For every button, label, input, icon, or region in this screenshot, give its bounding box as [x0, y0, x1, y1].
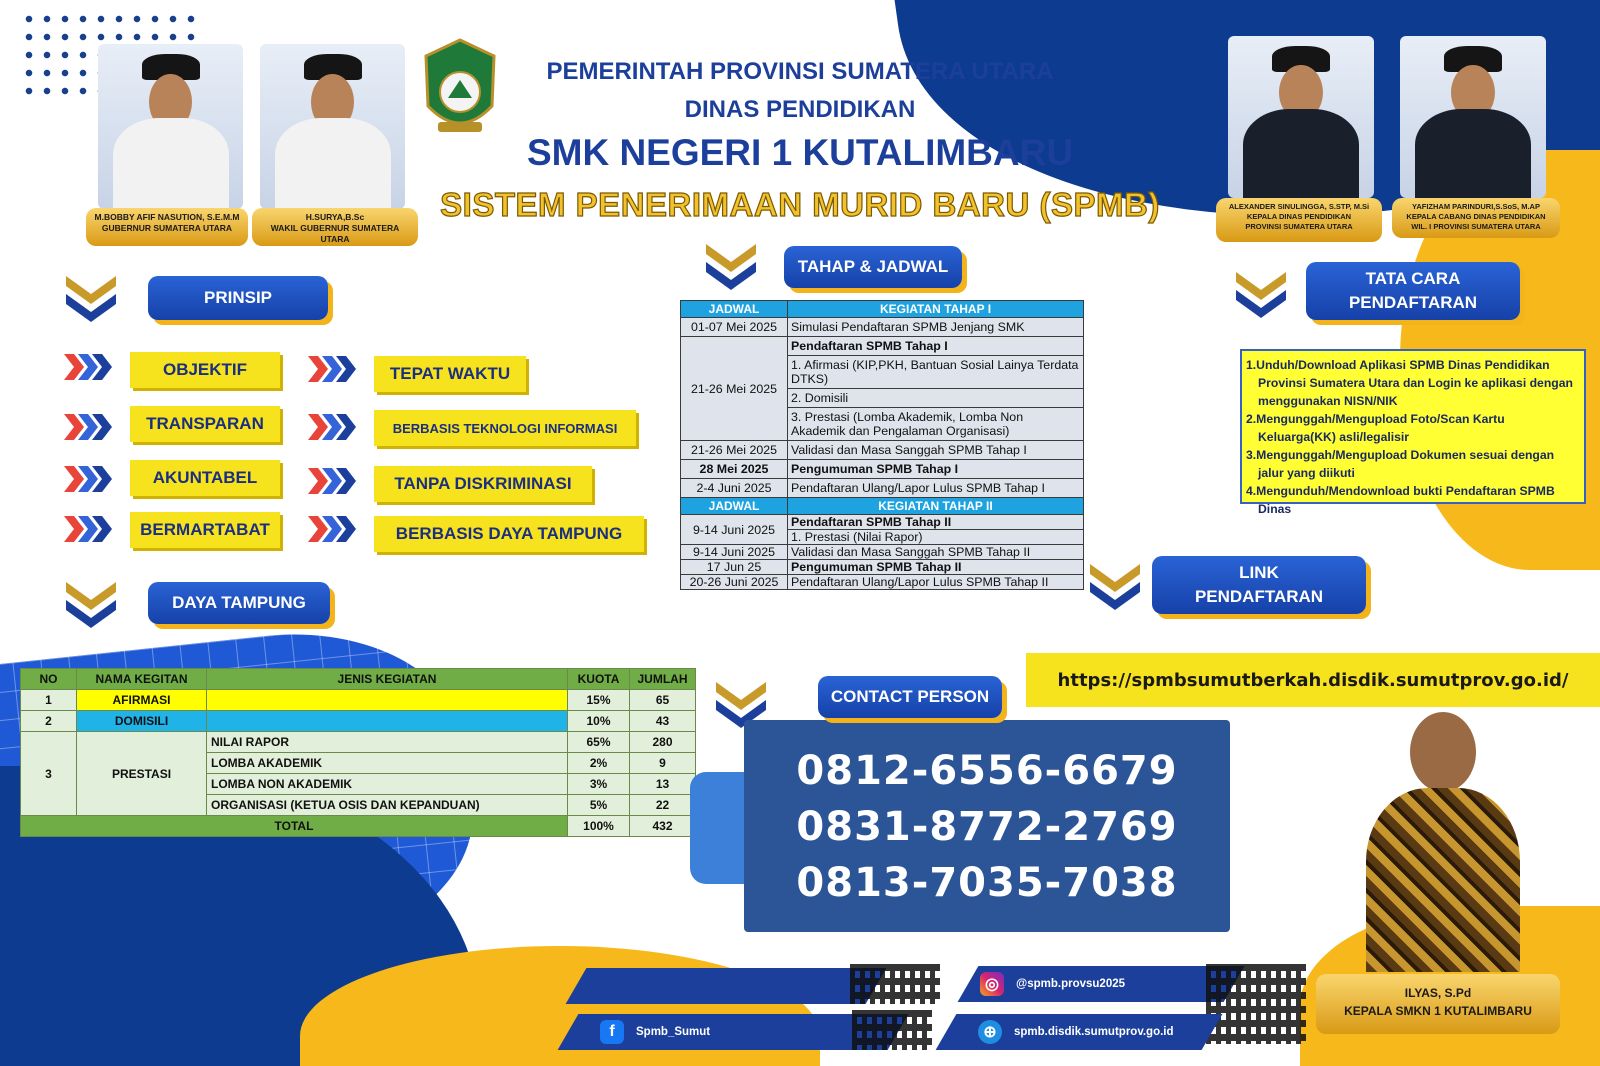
head-agency-title2: PROVINSI SUMATERA UTARA: [1245, 222, 1353, 231]
principal-photo: [1352, 708, 1534, 972]
cell: 20-26 Juni 2025: [681, 575, 788, 590]
cell: 9: [630, 753, 696, 774]
table-row: [21, 711, 696, 732]
principle-tanpa-diskriminasi: TANPA DISKRIMINASI: [374, 466, 592, 502]
quota-table: [20, 668, 696, 837]
triple-arrow-icon: [308, 466, 358, 496]
head-agency-nameplate: [1216, 198, 1382, 242]
step-item: 2.Mengunggah/Mengupload Foto/Scan Kartu Keluarga(KK) asli/legalisir: [1246, 412, 1505, 444]
table-row: [681, 337, 1084, 356]
table-row: [681, 575, 1084, 590]
registration-link[interactable]: https://spmbsumutberkah.disdik.sumutprov.go.id/: [1026, 653, 1600, 707]
principal-name: ILYAS, S.Pd: [1404, 986, 1472, 1000]
col-jumlah: JUMLAH: [630, 669, 696, 690]
cell: Pengumuman SPMB Tahap I: [788, 460, 1084, 479]
principle-teknologi: BERBASIS TEKNOLOGI INFORMASI: [374, 410, 636, 446]
vice-governor-photo: [260, 44, 405, 209]
cell: 3%: [568, 774, 630, 795]
link-section-header: [1152, 556, 1366, 614]
cell: Simulasi Pendaftaran SPMB Jenjang SMK: [788, 318, 1084, 337]
cell: 21-26 Mei 2025: [681, 441, 788, 460]
principle-akuntabel: AKUNTABEL: [130, 460, 280, 496]
table-header-row: [21, 669, 696, 690]
triple-arrow-icon: [308, 354, 358, 384]
principal-title: KEPALA SMKN 1 KUTALIMBARU: [1344, 1004, 1532, 1018]
table-row: [681, 515, 1084, 530]
table-row: [681, 441, 1084, 460]
cell: 2: [21, 711, 77, 732]
cell: DOMISILI: [77, 711, 207, 732]
table-total-row: [21, 816, 696, 837]
cell: 21-26 Mei 2025: [681, 337, 788, 441]
cell: 9-14 Juni 2025: [681, 545, 788, 560]
cell: Validasi dan Masa Sanggah SPMB Tahap I: [788, 441, 1084, 460]
double-chevron-icon: [1086, 560, 1144, 614]
head-agency-title: KEPALA DINAS PENDIDIKAN: [1246, 212, 1352, 221]
cell: 43: [630, 711, 696, 732]
cell: 17 Jun 25: [681, 560, 788, 575]
cell: 100%: [568, 816, 630, 837]
cell: LOMBA AKADEMIK: [207, 753, 568, 774]
col-jadwal: JADWAL: [681, 301, 788, 318]
instagram-icon: ◎: [980, 972, 1004, 996]
principle-tepat-waktu: TEPAT WAKTU: [374, 356, 526, 392]
cell: 280: [630, 732, 696, 753]
col-jadwal: JADWAL: [681, 498, 788, 515]
cell: Pengumuman SPMB Tahap II: [788, 560, 1084, 575]
cell: Pendaftaran SPMB Tahap II: [788, 515, 1084, 530]
cell: 1. Afirmasi (KIP,PKH, Bantuan Sosial Lainya Terdata DTKS): [788, 356, 1084, 389]
table-row: [681, 560, 1084, 575]
cell: 1. Prestasi (Nilai Rapor): [788, 530, 1084, 545]
cell: 13: [630, 774, 696, 795]
facebook-icon: f: [600, 1020, 624, 1044]
cell: 65%: [568, 732, 630, 753]
cell: 22: [630, 795, 696, 816]
cell: Pendaftaran Ulang/Lapor Lulus SPMB Tahap II: [788, 575, 1084, 590]
step-item: 1.Unduh/Download Aplikasi SPMB Dinas Pendidikan Provinsi Sumatera Utara dan Login ke aplikasi dengan menggunakan NISN/NIK: [1246, 358, 1573, 408]
cell: Validasi dan Masa Sanggah SPMB Tahap II: [788, 545, 1084, 560]
branch-head-name: YAFIZHAM PARINDURI,S.SoS, M.AP: [1412, 202, 1540, 211]
header-line1: PEMERINTAH PROVINSI SUMATERA UTARA: [546, 58, 1054, 85]
cell: Pendaftaran SPMB Tahap I: [788, 337, 1084, 356]
branch-head-photo: [1400, 36, 1546, 198]
step-item: 4.Mengunduh/Mendownload bukti Pendaftaran SPMB Dinas: [1246, 484, 1555, 516]
social-bar: [566, 968, 887, 1004]
facebook-link[interactable]: [600, 1020, 710, 1044]
col-kegiatan: KEGIATAN TAHAP I: [788, 301, 1084, 318]
cell: 1: [21, 690, 77, 711]
qr-pattern: [1206, 964, 1306, 1044]
col-no: NO: [21, 669, 77, 690]
branch-head-nameplate: [1392, 198, 1560, 238]
cell: 3. Prestasi (Lomba Akademik, Lomba Non Akademik dan Pengalaman Organisasi): [788, 408, 1084, 441]
col-kegiatan: KEGIATAN TAHAP II: [788, 498, 1084, 515]
triple-arrow-icon: [64, 514, 114, 544]
double-chevron-icon: [62, 272, 120, 326]
double-chevron-icon: [702, 240, 760, 294]
col-nama: NAMA KEGITAN: [77, 669, 207, 690]
vice-governor-name: H.SURYA,B.Sc: [305, 212, 365, 222]
table-header-row: [681, 301, 1084, 318]
instagram-handle: @spmb.provsu2025: [1016, 978, 1126, 990]
table-row: [681, 545, 1084, 560]
cell: 28 Mei 2025: [681, 460, 788, 479]
branch-head-title: KEPALA CABANG DINAS PENDIDIKAN: [1406, 212, 1546, 221]
phone-number[interactable]: 0813-7035-7038: [796, 860, 1178, 906]
triple-arrow-icon: [64, 464, 114, 494]
daya-tampung-section-header: DAYA TAMPUNG: [148, 582, 330, 624]
registration-steps-box: [1240, 349, 1586, 516]
cell: 5%: [568, 795, 630, 816]
cell: 2. Domisili: [788, 389, 1084, 408]
cell: 01-07 Mei 2025: [681, 318, 788, 337]
tata-cara-line1: TATA CARA: [1365, 269, 1461, 288]
cell: Pendaftaran Ulang/Lapor Lulus SPMB Tahap I: [788, 479, 1084, 498]
qr-pattern: [850, 964, 940, 1004]
table-row: [21, 732, 696, 753]
globe-icon: ⊕: [978, 1020, 1002, 1044]
governor-name: M.BOBBY AFIF NASUTION, S.E.M.M: [94, 212, 240, 222]
table-row: [21, 690, 696, 711]
triple-arrow-icon: [308, 412, 358, 442]
triple-arrow-icon: [64, 412, 114, 442]
cell: LOMBA NON AKADEMIK: [207, 774, 568, 795]
governor-nameplate: [86, 208, 248, 246]
principle-transparan: TRANSPARAN: [130, 406, 280, 442]
principle-bermartabat: BERMARTABAT: [130, 512, 280, 548]
principle-daya-tampung: BERBASIS DAYA TAMPUNG: [374, 516, 644, 552]
cell: 2%: [568, 753, 630, 774]
cell: 65: [630, 690, 696, 711]
governor-photo: [98, 44, 243, 209]
cell: 432: [630, 816, 696, 837]
header-line2: DINAS PENDIDIKAN: [684, 96, 916, 123]
vice-governor-nameplate: [252, 208, 418, 246]
head-agency-name: ALEXANDER SINULINGGA, S.STP, M.Si: [1228, 202, 1370, 211]
contact-person-section-header: CONTACT PERSON: [818, 676, 1002, 718]
cell: [207, 711, 568, 732]
table-header-row: [681, 498, 1084, 515]
cell: AFIRMASI: [77, 690, 207, 711]
double-chevron-icon: [1232, 268, 1290, 322]
link-line1: LINK: [1239, 563, 1279, 582]
cell: 9-14 Juni 2025: [681, 515, 788, 545]
table-row: [681, 460, 1084, 479]
principal-nameplate: [1316, 974, 1560, 1034]
principle-objektif: OBJEKTIF: [130, 352, 280, 388]
website-link[interactable]: [978, 1020, 1174, 1044]
prinsip-section-header: PRINSIP: [148, 276, 328, 320]
facebook-handle: Spmb_Sumut: [636, 1026, 711, 1038]
col-kuota: KUOTA: [568, 669, 630, 690]
system-title: SISTEM PENERIMAAN MURID BARU (SPMB): [440, 186, 1160, 223]
tahap-jadwal-section-header: TAHAP & JADWAL: [784, 246, 962, 288]
cell: 10%: [568, 711, 630, 732]
province-crest-logo: [420, 36, 500, 142]
double-chevron-icon: [62, 578, 120, 632]
cell: NILAI RAPOR: [207, 732, 568, 753]
branch-head-title2: WIL. I PROVINSI SUMATERA UTARA: [1411, 222, 1541, 231]
step-item: 3.Mengunggah/Mengupload Dokumen sesuai dengan jalur yang diikuti: [1246, 448, 1555, 480]
table-row: [681, 318, 1084, 337]
school-name: SMK NEGERI 1 KUTALIMBARU: [526, 132, 1074, 173]
cell: [207, 690, 568, 711]
triple-arrow-icon: [308, 514, 358, 544]
cell: ORGANISASI (KETUA OSIS DAN KEPANDUAN): [207, 795, 568, 816]
instagram-link[interactable]: [980, 972, 1125, 996]
tata-cara-line2: PENDAFTARAN: [1348, 293, 1478, 312]
schedule-table: [680, 300, 1084, 590]
head-agency-photo: [1228, 36, 1374, 198]
website-url: spmb.disdik.sumutprov.go.id: [1014, 1026, 1174, 1038]
cell: 2-4 Juni 2025: [681, 479, 788, 498]
governor-title: GUBERNUR SUMATERA UTARA: [101, 223, 233, 233]
cell: PRESTASI: [77, 732, 207, 816]
tata-cara-section-header: [1306, 262, 1520, 320]
cell: 15%: [568, 690, 630, 711]
qr-pattern: [852, 1010, 932, 1050]
cell: 3: [21, 732, 77, 816]
triple-arrow-icon: [64, 352, 114, 382]
col-jenis: JENIS KEGIATAN: [207, 669, 568, 690]
table-row: [681, 479, 1084, 498]
phone-number[interactable]: 0812-6556-6679: [796, 748, 1178, 794]
vice-governor-title: WAKIL GUBERNUR SUMATERA UTARA: [270, 223, 400, 244]
phone-number[interactable]: 0831-8772-2769: [796, 804, 1178, 850]
link-line2: PENDAFTARAN: [1194, 587, 1324, 606]
cell: TOTAL: [21, 816, 568, 837]
